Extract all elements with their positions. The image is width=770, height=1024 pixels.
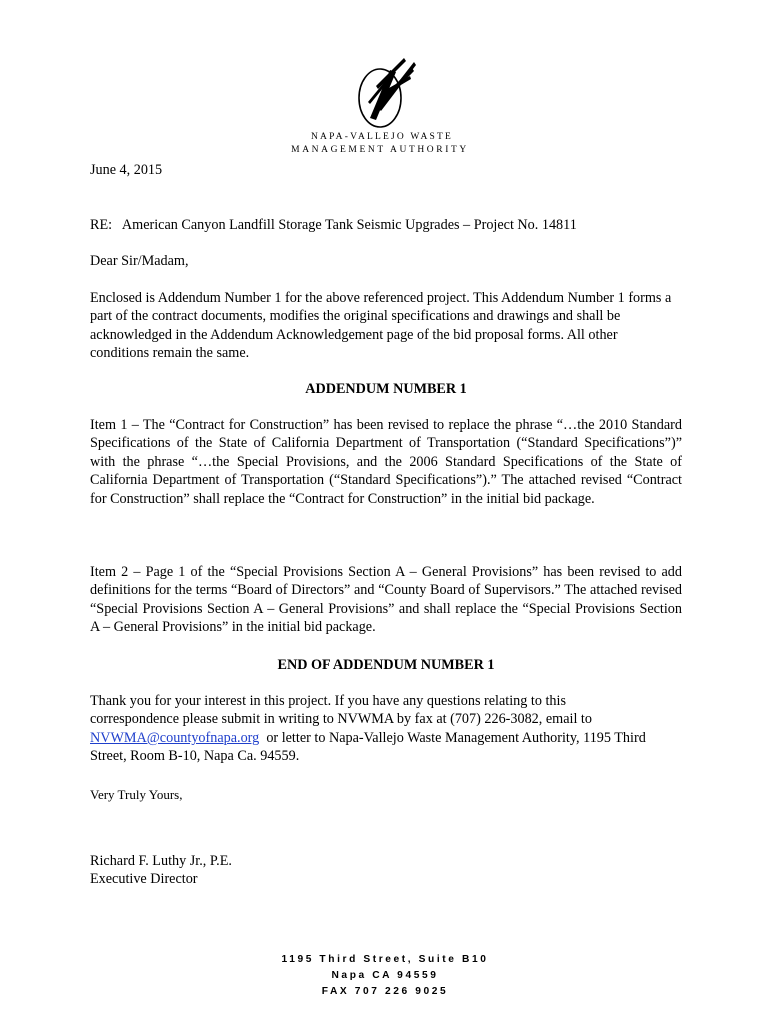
item-2-paragraph: Item 2 – Page 1 of the “Special Provisions Section A – General Provisions” has been revised to add definitions for the terms “Board of Directors” and “County Board of Supervisors.” The attached revised “Special Provisions Section A – General Provisions” and shall replace the “Special Provisions Section A – General Provisions” in the initial bid package. bbox=[90, 564, 682, 636]
signer-name: Richard F. Luthy Jr., P.E. bbox=[90, 853, 232, 869]
closing-line-1: Thank you for your interest in this project. If you have any questions relating to this bbox=[90, 693, 566, 709]
closing-line-3 bbox=[90, 729, 690, 747]
closing-line-4: Street, Room B-10, Napa Ca. 94559. bbox=[90, 748, 300, 765]
email-link[interactable]: NVWMA@countyofnapa.org bbox=[90, 729, 260, 746]
org-name-line1: NAPA-VALLEJO WASTE bbox=[310, 132, 454, 142]
subject-line: RE: American Canyon Landfill Storage Tank Seismic Upgrades – Project No. 14811 bbox=[90, 217, 577, 233]
addendum-heading: ADDENDUM NUMBER 1 bbox=[305, 381, 467, 397]
org-name-line2: MANAGEMENT AUTHORITY bbox=[291, 145, 469, 155]
closing-line-2: correspondence please submit in writing to NVWMA by fax at (707) 226-3082, email to bbox=[90, 711, 592, 728]
footer-line-1: 1195 Third Street, Suite B10 bbox=[281, 954, 489, 965]
nvwma-logo-icon bbox=[356, 56, 418, 132]
closing-paragraph bbox=[90, 692, 690, 766]
salutation: Dear Sir/Madam, bbox=[90, 253, 189, 269]
footer-line-3: FAX 707 226 9025 bbox=[321, 986, 449, 997]
signer-block bbox=[90, 852, 682, 889]
item-1-paragraph: Item 1 – The “Contract for Construction” has been revised to replace the phrase “…the 2010 Standard Specifications of the State of California Department of Transportation (“Standard Specifications”)” with the phrase “…the Special Provisions, and the 2006 Standard Specifications of the State of California Department of Transportation (“Standard Specifications”).” The attached revised “Contract for Construction” shall replace the “Contract for Construction” in the initial bid package. bbox=[90, 417, 682, 507]
signer-title: Executive Director bbox=[90, 871, 198, 888]
footer-line-2: Napa CA 94559 bbox=[331, 970, 439, 981]
letter-date: June 4, 2015 bbox=[90, 162, 163, 178]
footer-address bbox=[200, 952, 570, 1000]
end-addendum-heading: END OF ADDENDUM NUMBER 1 bbox=[277, 657, 495, 673]
closing-line-3-rest: or letter to Napa-Vallejo Waste Management Authority, 1195 Third bbox=[259, 729, 646, 746]
sign-off: Very Truly Yours, bbox=[90, 787, 183, 802]
intro-paragraph: Enclosed is Addendum Number 1 for the above referenced project. This Addendum Number 1 forms a part of the contract documents, modifies the original specifications and drawings and shall be acknowledged in the Addendum Acknowledgement page of the bid proposal forms. All other conditions remain the same. bbox=[90, 290, 672, 362]
